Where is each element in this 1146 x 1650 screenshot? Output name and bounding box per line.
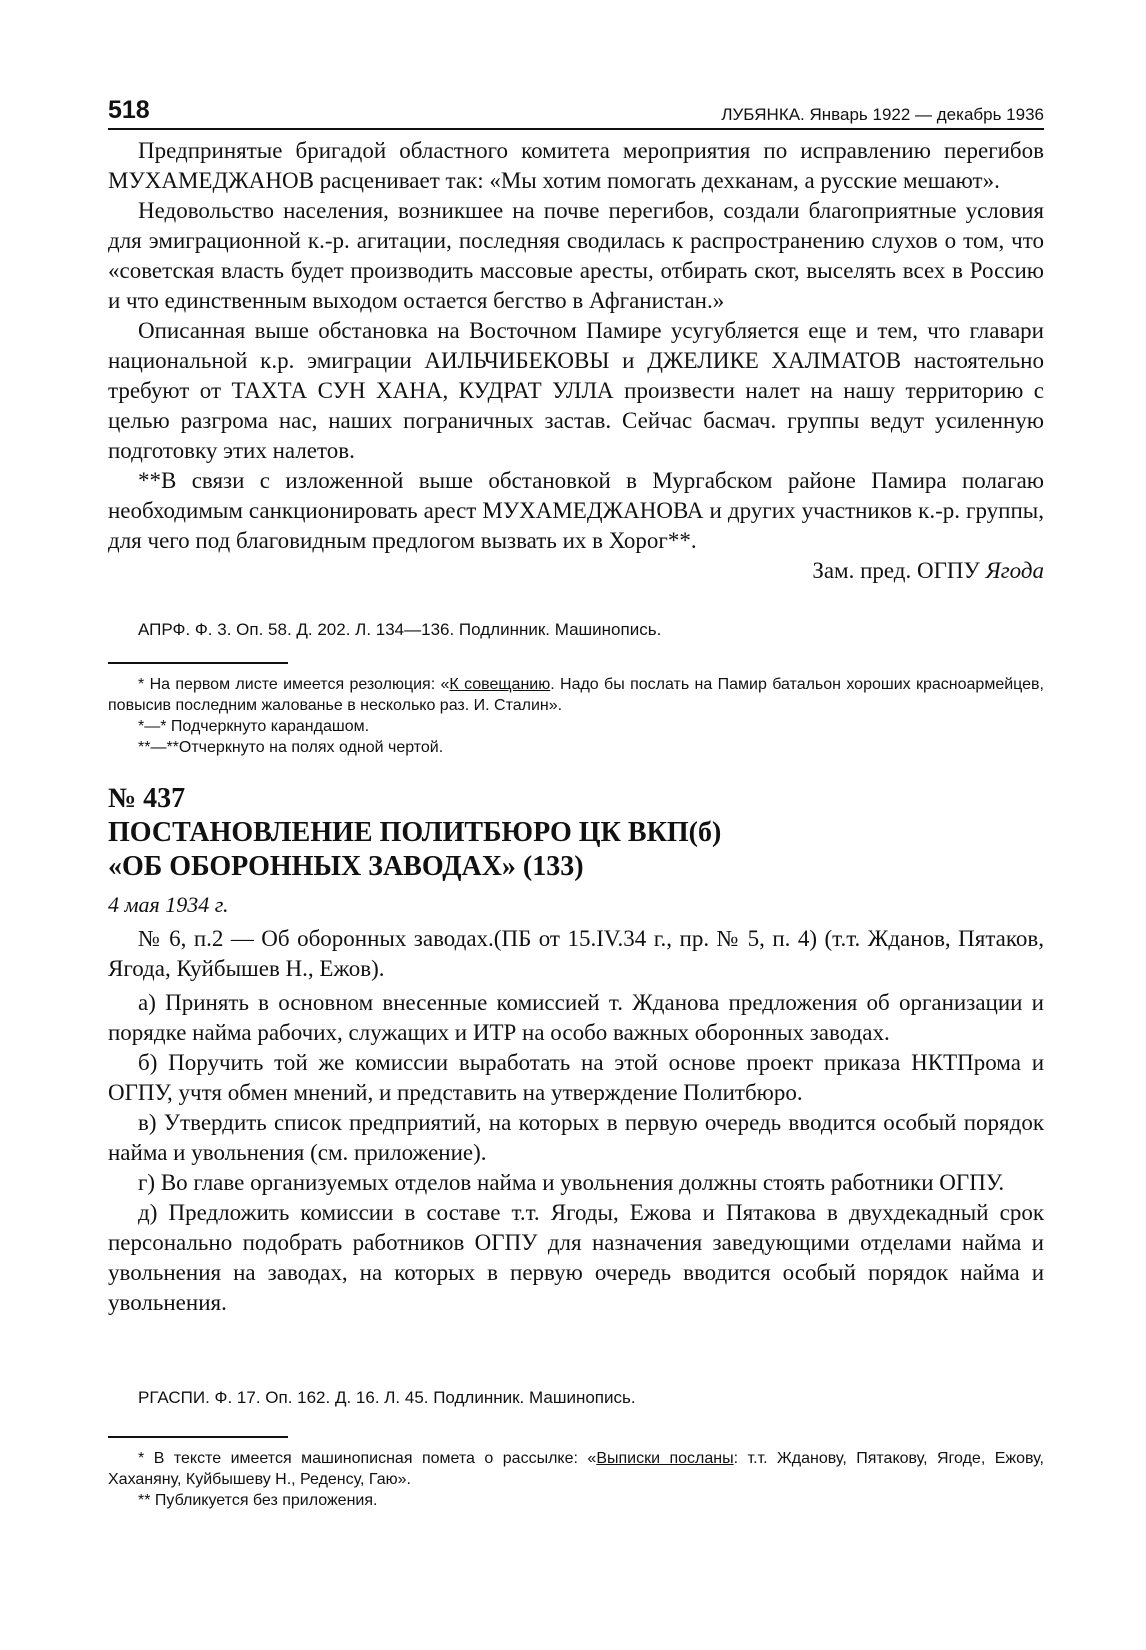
paragraph: а) Принять в основном внесенные комиссией т. Жданова предложения об организации и порядке найма рабочих, служащих и ИТР на особо важных оборонных заводах. — [108, 990, 1044, 1045]
paragraph: б) Поручить той же комиссии выработать на этой основе проект приказа НКТПрома и ОГПУ, учтя обмен мнений, и представить на утверждение Политбюро. — [108, 1050, 1044, 1105]
document-heading — [108, 782, 1044, 920]
letter-body — [108, 136, 1044, 586]
footnote: *—* Подчеркнуто карандашом. — [138, 718, 370, 735]
paragraph: г) Во главе организуемых отделов найма и увольнения должны стоять работники ОГПУ. — [138, 1170, 1005, 1195]
paragraph: в) Утвердить список предприятий, на которых в первую очередь вводится особый порядок найма и увольнения (см. приложение). — [108, 1110, 1044, 1165]
footnotes-1 — [108, 662, 1044, 758]
document-number: № 437 — [108, 783, 186, 814]
footnotes-2 — [108, 1436, 1044, 1511]
document-body — [108, 924, 1044, 1318]
signature — [108, 556, 1044, 586]
footnote-divider — [108, 662, 288, 664]
archive-reference: АПРФ. Ф. 3. Оп. 58. Д. 202. Л. 134—136. Подлинник. Машинопись. — [138, 620, 662, 639]
document-title: «ОБ ОБОРОННЫХ ЗАВОДАХ» (133) — [108, 851, 584, 882]
footnote-divider — [108, 1436, 288, 1438]
archive-reference: РГАСПИ. Ф. 17. Оп. 162. Д. 16. Л. 45. Подлинник. Машинопись. — [138, 1388, 636, 1407]
paragraph: Предпринятые бригадой областного комитета мероприятия по исправлению перегибов МУХАМЕДЖАНОВ расценивает так: «Мы хотим помогать дехканам, а русские мешают». — [108, 138, 1044, 193]
document-title: ПОСТАНОВЛЕНИЕ ПОЛИТБЮРО ЦК ВКП(б) — [108, 817, 722, 848]
signature-name: Ягода — [985, 558, 1044, 583]
archive-note-1 — [108, 618, 1044, 642]
page-header — [108, 96, 1044, 130]
signature-position: Зам. пред. ОГПУ — [812, 558, 980, 583]
archive-note-2 — [108, 1386, 1044, 1410]
page-number: 518 — [108, 96, 150, 124]
paragraph: Описанная выше обстановка на Восточном Памире усугубляется еще и тем, что главари национальной к.р. эмиграции АИЛЬЧИБЕКОВЫ и ДЖЕЛИКЕ ХАЛМАТОВ настоятельно требуют от ТАХТА СУН ХАНА, КУДРАТ УЛЛА произвести налет на нашу территорию с целью разгрома нас, наших пограничных застав. Сейчас басмач. группы ведут усиленную подготовку этих налетов. — [108, 318, 1044, 463]
footnote: **—**Отчеркнуто на полях одной чертой. — [138, 739, 444, 756]
paragraph: № 6, п.2 — Об оборонных заводах.(ПБ от 15.IV.34 г., пр. № 5, п. 4) (т.т. Жданов, Пятаков, Ягода, Куйбышев Н., Ежов). — [108, 926, 1044, 981]
footnote: ** Публикуется без приложения. — [138, 1492, 378, 1509]
footnote: * В тексте имеется машинописная помета о рассылке: «Выписки посланы: т.т. Жданову, Пятакову, Ягоде, Ежову, Хаханяну, Куйбышеву Н., Реденсу, Гаю». — [108, 1450, 1044, 1488]
paragraph: **В связи с изложенной выше обстановкой в Мургабском районе Памира полагаю необходимым санкционировать арест МУХАМЕДЖАНОВА и других участников к.-р. группы, для чего под благовидным предлогом вызвать их в Хорог**. — [108, 468, 1044, 553]
footnote: * На первом листе имеется резолюция: «К совещанию. Надо бы послать на Памир батальон хороших красноармейцев, повысив последним жалованье в несколько раз. И. Сталин». — [108, 676, 1044, 714]
running-title: ЛУБЯНКА. Январь 1922 — декабрь 1936 — [721, 105, 1044, 124]
paragraph: Недовольство населения, возникшее на почве перегибов, создали благоприятные условия для эмиграционной к.-р. агитации, последняя сводилась к распространению слухов о том, что «советская власть будет производить массовые аресты, отбирать скот, выселять всех в Россию и что единственным выходом остается бегство в Афганистан.» — [108, 198, 1044, 313]
document-date: 4 мая 1934 г. — [108, 892, 229, 917]
paragraph: д) Предложить комиссии в составе т.т. Ягоды, Ежова и Пятакова в двухдекадный срок персонально подобрать работников ОГПУ для назначения заведующими отделами найма и увольнения на заводах, на которых в первую очередь вводится особый порядок найма и увольнения. — [108, 1200, 1044, 1315]
